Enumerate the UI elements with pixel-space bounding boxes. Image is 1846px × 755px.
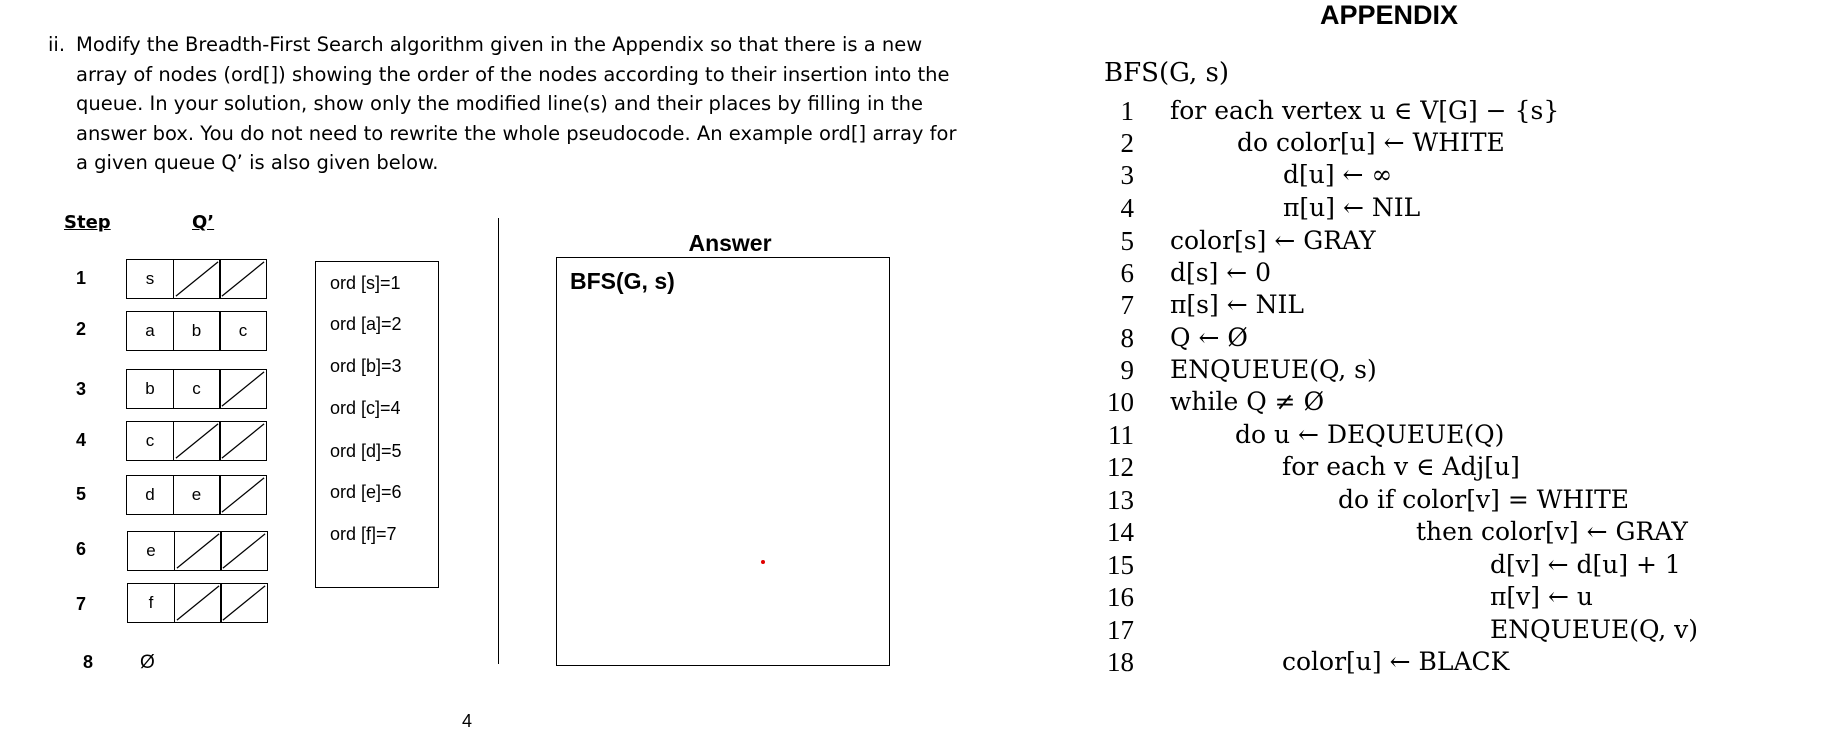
line-number: 2 xyxy=(1120,128,1134,158)
ord-value: ord [f]=7 xyxy=(330,524,397,544)
queue-cell-empty xyxy=(173,421,221,461)
line-number: 15 xyxy=(1107,550,1134,580)
code-line: color[u] ← BLACK xyxy=(1282,647,1510,676)
line-number: 1 xyxy=(1120,96,1134,126)
ord-value: ord [e]=6 xyxy=(330,482,402,502)
step-number: 7 xyxy=(75,594,86,614)
code-line: do u ← DEQUEUE(Q) xyxy=(1235,420,1505,449)
slash-mark xyxy=(175,584,221,622)
page-number: 4 xyxy=(462,711,473,731)
code-line: do if color[v] = WHITE xyxy=(1338,485,1630,514)
queue-row xyxy=(126,259,267,299)
line-number: 4 xyxy=(1120,193,1134,223)
line-number: 18 xyxy=(1107,647,1134,677)
slash-mark xyxy=(220,260,266,298)
line-number: 9 xyxy=(1120,355,1134,385)
line-number: 16 xyxy=(1107,582,1134,612)
queue-cell-empty xyxy=(219,369,267,409)
code-line: π[u] ← NIL xyxy=(1283,193,1421,222)
question-line: a given queue Q’ is also given below. xyxy=(76,151,439,174)
queue-header: Q’ xyxy=(192,212,215,233)
appendix-title: APPENDIX xyxy=(1320,0,1459,30)
line-number: 13 xyxy=(1107,485,1134,515)
line-number: 8 xyxy=(1120,323,1134,353)
ord-value: ord [a]=2 xyxy=(330,314,402,334)
code-line: while Q ≠ Ø xyxy=(1170,387,1325,416)
slash-mark xyxy=(221,532,267,570)
queue-cell-empty xyxy=(219,475,267,515)
algorithm-title: BFS(G, s) xyxy=(1104,58,1229,88)
queue-cell: e xyxy=(127,531,175,571)
code-line: d[v] ← d[u] + 1 xyxy=(1490,550,1681,579)
question-line: array of nodes (ord[]) showing the order of the nodes according to their insertion into the xyxy=(76,62,950,86)
red-dot xyxy=(761,560,765,564)
line-number: 14 xyxy=(1107,517,1134,547)
step-number: 4 xyxy=(75,430,86,450)
line-number: 5 xyxy=(1120,226,1134,256)
code-line: color[s] ← GRAY xyxy=(1170,226,1376,255)
code-line: do color[u] ← WHITE xyxy=(1237,128,1505,157)
question-line: queue. In your solution, show only the modified line(s) and their places by filling in the xyxy=(76,92,923,115)
queue-cell: b xyxy=(173,311,221,351)
code-line: π[s] ← NIL xyxy=(1170,290,1304,319)
ord-value: ord [c]=4 xyxy=(330,398,401,418)
ord-array-box xyxy=(315,261,439,588)
line-number: 6 xyxy=(1120,258,1134,288)
slash-mark xyxy=(220,476,266,514)
pseudocode xyxy=(1090,96,1790,696)
queue-cell: e xyxy=(173,475,221,515)
line-number: 11 xyxy=(1108,420,1134,450)
ord-value: ord [b]=3 xyxy=(330,356,402,376)
step-number: 6 xyxy=(75,539,86,559)
step-header: Step xyxy=(64,212,111,233)
question-line: answer box. You do not need to rewrite the whole pseudocode. An example ord[] array for xyxy=(76,121,957,145)
queue-cell-empty xyxy=(174,583,222,623)
slash-mark xyxy=(175,532,221,570)
step-number: 1 xyxy=(75,268,86,288)
answer-title: Answer xyxy=(688,230,772,256)
queue-cell-empty xyxy=(174,531,222,571)
queue-cell: f xyxy=(127,583,175,623)
slash-mark xyxy=(221,584,267,622)
line-number: 17 xyxy=(1107,615,1134,645)
question-number: ii. xyxy=(48,33,66,56)
queue-cell-empty xyxy=(220,583,268,623)
ord-value: ord [d]=5 xyxy=(330,441,402,461)
slash-mark xyxy=(220,370,266,408)
queue-cell-empty xyxy=(173,259,221,299)
queue-cell: c xyxy=(126,421,174,461)
line-number: 7 xyxy=(1120,290,1134,320)
line-number: 12 xyxy=(1107,452,1134,482)
queue-cell-empty xyxy=(219,421,267,461)
step-number: 3 xyxy=(75,379,86,399)
queue-row xyxy=(127,531,268,571)
code-line: Q ← Ø xyxy=(1170,323,1248,352)
slash-mark xyxy=(174,260,220,298)
queue-cell-empty xyxy=(220,531,268,571)
queue-cell: c xyxy=(173,369,221,409)
vertical-divider xyxy=(498,218,499,664)
step-number: 2 xyxy=(75,319,86,339)
slash-mark xyxy=(174,422,220,460)
queue-cell: a xyxy=(126,311,174,351)
queue-row xyxy=(126,369,267,409)
queue-row xyxy=(126,475,267,515)
queue-cell: b xyxy=(126,369,174,409)
code-line: d[s] ← 0 xyxy=(1170,258,1272,287)
code-line: for each vertex u ∈ V[G] − {s} xyxy=(1170,96,1560,125)
queue-cell: c xyxy=(219,311,267,351)
queue-cell-empty xyxy=(219,259,267,299)
answer-content: BFS(G, s) xyxy=(570,268,675,294)
slash-mark xyxy=(220,422,266,460)
queue-row xyxy=(126,421,267,461)
step-number: 8 xyxy=(82,652,93,672)
queue-cell: d xyxy=(126,475,174,515)
code-line: d[u] ← ∞ xyxy=(1283,160,1393,189)
question-line: Modify the Breadth-First Search algorithm given in the Appendix so that there is a new xyxy=(76,33,923,56)
step-number: 5 xyxy=(75,484,86,504)
code-line: ENQUEUE(Q, s) xyxy=(1170,355,1377,384)
code-line: for each v ∈ Adj[u] xyxy=(1282,452,1520,481)
code-line: π[v] ← u xyxy=(1490,582,1594,611)
line-number: 10 xyxy=(1107,387,1134,417)
code-line: ENQUEUE(Q, v) xyxy=(1490,615,1699,644)
ord-value: ord [s]=1 xyxy=(330,273,401,293)
code-line: then color[v] ← GRAY xyxy=(1416,517,1688,546)
queue-cell: s xyxy=(126,259,174,299)
queue-row xyxy=(127,583,268,623)
empty-queue-symbol: Ø xyxy=(140,652,155,673)
queue-row xyxy=(126,311,267,351)
answer-box[interactable] xyxy=(556,257,890,666)
line-number: 3 xyxy=(1120,160,1134,190)
